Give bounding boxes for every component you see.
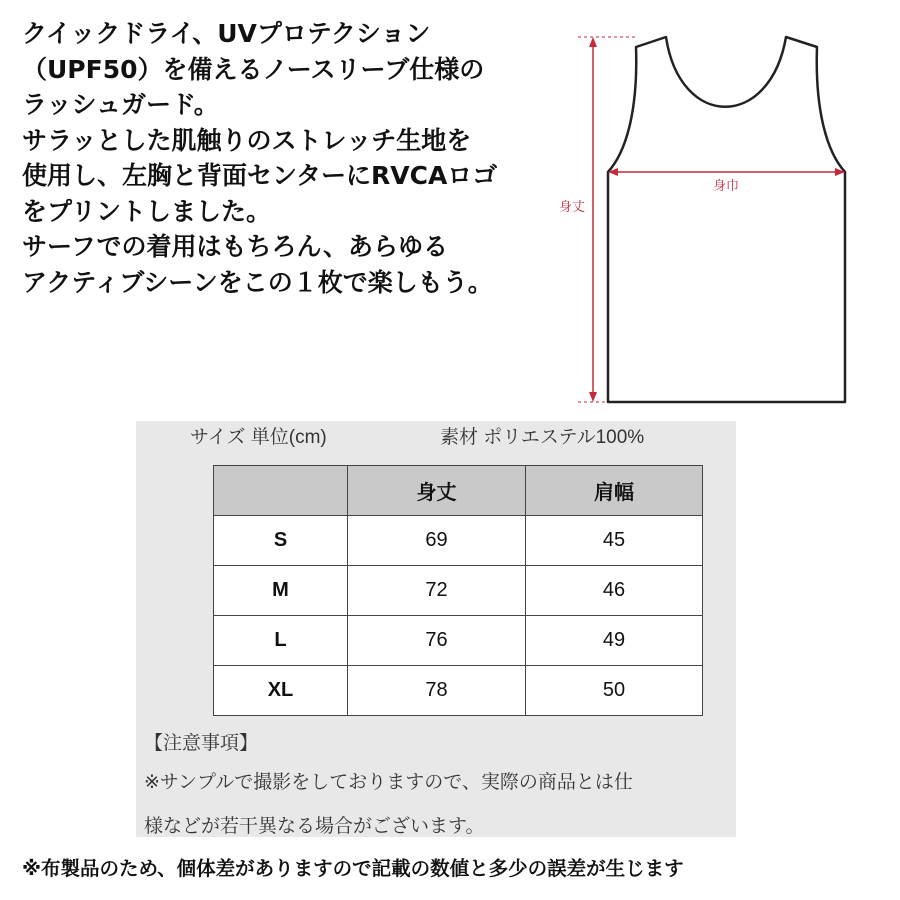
description-line: サーフでの着用はもちろん、あらゆる bbox=[22, 232, 449, 261]
tank-top-measurement-diagram bbox=[548, 20, 900, 420]
tank-top-outline bbox=[608, 37, 845, 402]
product-description bbox=[22, 16, 582, 300]
length-cell: 72 bbox=[348, 566, 526, 616]
shoulder-cell: 46 bbox=[526, 566, 703, 616]
table-header-shoulder: 肩幅 bbox=[526, 466, 703, 516]
disclaimer-footer: ※布製品のため、個体差がありますので記載の数値と多少の誤差が生じます bbox=[22, 857, 684, 880]
description-line: 使用し、左胸と背面センターにRVCAロゴ bbox=[22, 161, 498, 190]
description-line: （UPF50）を備えるノースリーブ仕様の bbox=[22, 54, 485, 84]
shoulder-cell: 45 bbox=[526, 516, 703, 566]
table-row bbox=[214, 616, 703, 666]
description-line: サラッとした肌触りのストレッチ生地を bbox=[22, 125, 472, 155]
description-line: をプリントしました。 bbox=[22, 196, 272, 226]
table-row bbox=[214, 666, 703, 716]
table-row bbox=[214, 566, 703, 616]
size-cell: L bbox=[214, 616, 348, 666]
length-arrowhead-top bbox=[589, 37, 597, 47]
length-cell: 69 bbox=[348, 516, 526, 566]
notes-line: 様などが若干異なる場合がございます。 bbox=[144, 815, 485, 837]
shoulder-cell: 49 bbox=[526, 616, 703, 666]
width-label: 身巾 bbox=[712, 179, 740, 194]
size-cell: XL bbox=[214, 666, 348, 716]
length-cell: 78 bbox=[348, 666, 526, 716]
table-header-row bbox=[214, 466, 703, 516]
notes-title: 【注意事項】 bbox=[144, 732, 259, 754]
size-unit-label: サイズ 単位(cm) bbox=[190, 427, 327, 448]
table-header-length: 身丈 bbox=[348, 466, 526, 516]
notes-line: ※サンプルで撮影をしておりますので、実際の商品とは仕 bbox=[144, 771, 633, 793]
description-line: ラッシュガード。 bbox=[22, 90, 219, 119]
shoulder-cell: 50 bbox=[526, 666, 703, 716]
description-line: クイックドライ、UVプロテクション bbox=[22, 19, 431, 48]
size-cell: S bbox=[214, 516, 348, 566]
material-label: 素材 ポリエステル100% bbox=[440, 427, 645, 448]
length-arrowhead-bottom bbox=[589, 392, 597, 402]
description-line: アクティブシーンをこの１枚で楽しもう。 bbox=[22, 267, 493, 297]
size-table bbox=[213, 465, 703, 716]
length-cell: 76 bbox=[348, 616, 526, 666]
length-label: 身丈 bbox=[558, 200, 586, 215]
table-header-corner bbox=[214, 466, 348, 516]
table-row bbox=[214, 516, 703, 566]
size-cell: M bbox=[214, 566, 348, 616]
